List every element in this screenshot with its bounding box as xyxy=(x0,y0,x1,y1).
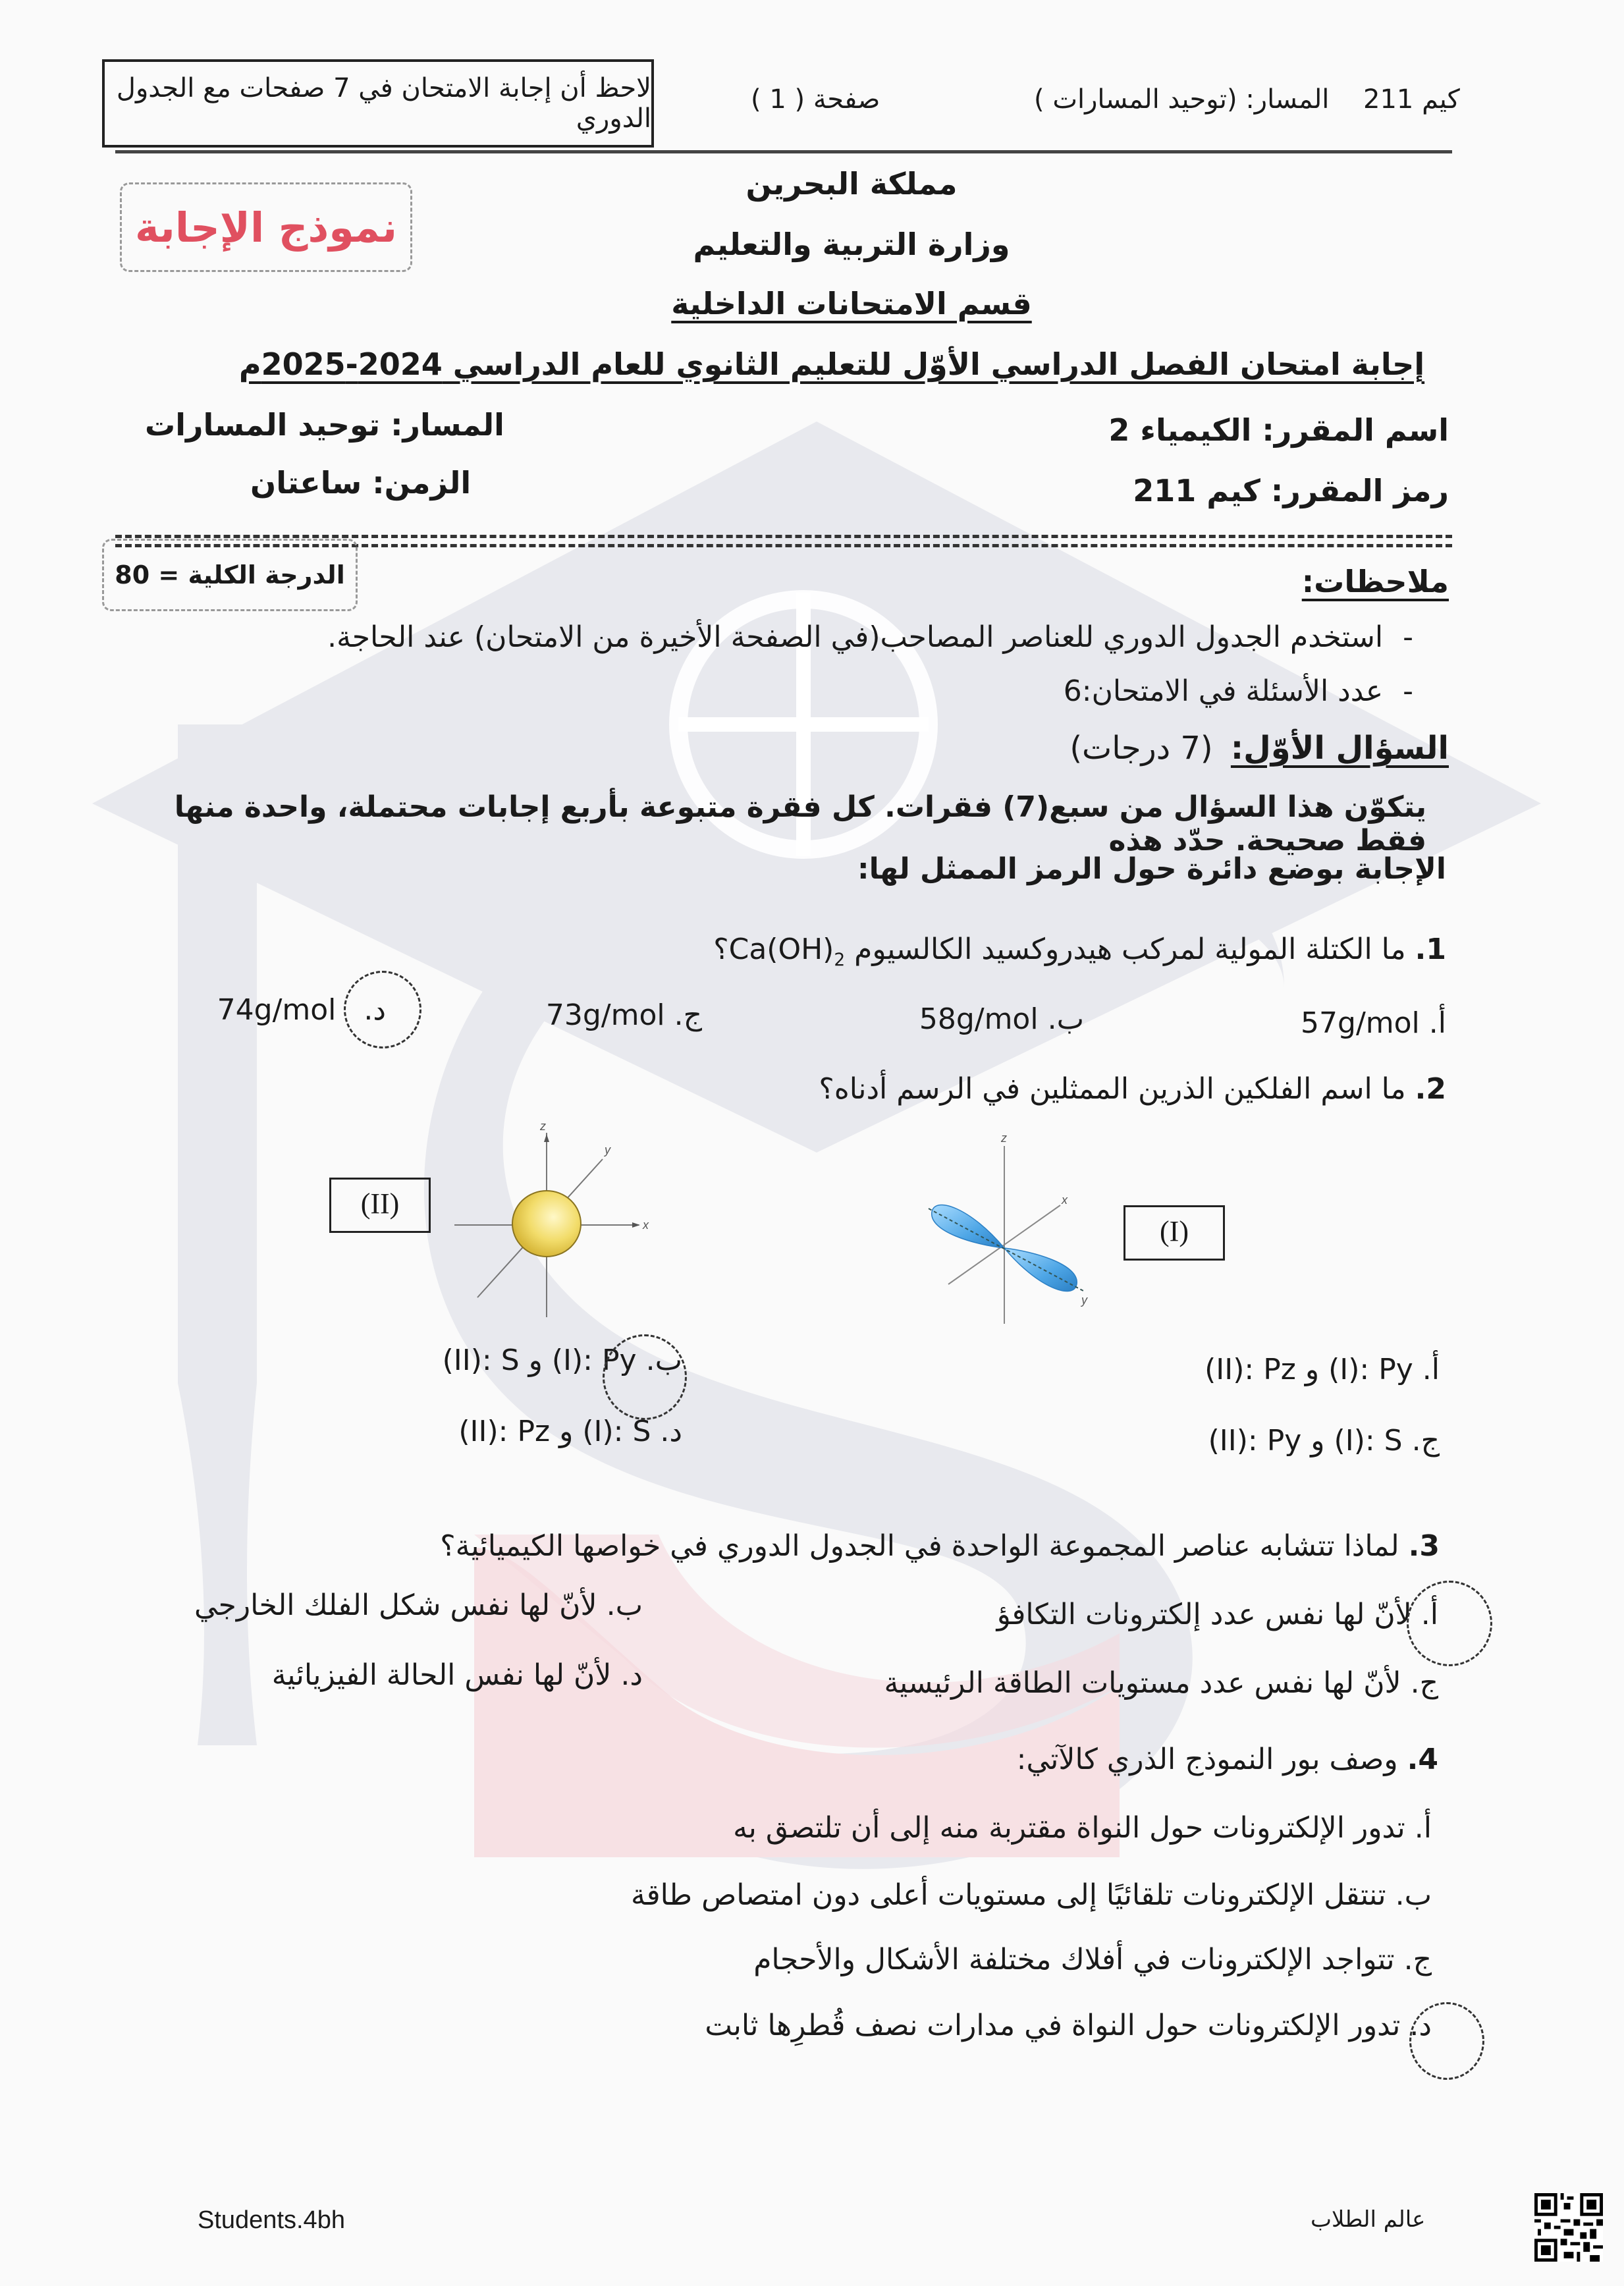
header-ministry: وزارة التربية والتعليم xyxy=(693,227,1010,262)
answer-circle-item2 xyxy=(603,1334,687,1420)
item2-option-d[interactable]: د. (I): S و (II): Pz xyxy=(458,1415,682,1448)
stamp-text: نموذج الإجابة xyxy=(134,203,398,252)
total-grade-box xyxy=(102,539,358,611)
item2-option-b[interactable]: ب. (I): Py و (II): S xyxy=(442,1344,682,1377)
question1-instructions-2: الإجابة بوضع دائرة حول الرمز الممثل لها: xyxy=(857,852,1446,886)
item1-option-c[interactable]: ج. 73g/mol xyxy=(545,998,702,1032)
item1-option-a[interactable]: أ. 57g/mol xyxy=(1301,1006,1446,1040)
item3-option-d[interactable]: د. لأنّ لها نفس الحالة الفيزيائية xyxy=(271,1658,643,1692)
item2-option-c[interactable]: ج. (I): S و (II): Py xyxy=(1208,1424,1440,1457)
question1-title: السؤال الأوّل: xyxy=(1230,730,1449,767)
header-kingdom: مملكة البحرين xyxy=(745,166,958,202)
page-number: صفحة ( 1 ) xyxy=(751,84,880,115)
item2-option-a[interactable]: أ. (I): Py و (II): Pz xyxy=(1204,1353,1440,1386)
course-track: المسار: توحيد المسارات xyxy=(145,407,504,443)
bullet-dash: - xyxy=(1403,620,1413,654)
note-item-2: -عدد الأسئلة في الامتحان:6 xyxy=(1063,674,1413,708)
item3-option-b[interactable]: ب. لأنّ لها نفس شكل الفلك الخارجي xyxy=(194,1589,643,1622)
item1-option-b[interactable]: ب. 58g/mol xyxy=(919,1002,1084,1036)
s-orbital-diagram xyxy=(448,1120,659,1324)
notice-text: لاحظ أن إجابة الامتحان في 7 صفحات مع الجدول الدوري xyxy=(116,73,651,134)
header-divider xyxy=(115,150,1452,153)
answer-circle-item4 xyxy=(1409,2002,1484,2080)
svg-text:y: y xyxy=(1081,1293,1087,1307)
course-code-header: كيم 211 xyxy=(1363,84,1460,115)
item4-option-c[interactable]: ج. تتواجد الإلكترونات في أفلاك مختلفة الأشكال والأحجام xyxy=(753,1943,1432,1976)
item4-option-a[interactable]: أ. تدور الإلكترونات حول النواة مقتربة منه إلى أن تلتصق به xyxy=(733,1811,1432,1845)
question1-heading xyxy=(1069,730,1449,767)
notice-box xyxy=(102,59,654,148)
item3-option-c[interactable]: ج. لأنّ لها نفس عدد مستويات الطاقة الرئيسية xyxy=(884,1666,1438,1700)
svg-text:y: y xyxy=(605,1143,610,1157)
qr-code-icon[interactable] xyxy=(1534,2193,1603,2262)
track-header: المسار: (توحيد المسارات ) xyxy=(1034,84,1330,115)
answer-circle-item1 xyxy=(344,971,421,1048)
svg-text:z: z xyxy=(540,1120,546,1133)
course-name: اسم المقرر: الكيمياء 2 xyxy=(1108,412,1449,448)
note-item-1: -استخدم الجدول الدوري للعناصر المصاحب(في الصفحة الأخيرة من الامتحان) عند الحاجة. xyxy=(327,620,1413,654)
svg-text:x: x xyxy=(1062,1193,1068,1207)
p-orbital-diagram xyxy=(909,1133,1126,1330)
exam-time: الزمن: ساعتان xyxy=(250,465,472,501)
formula: $Ca(OH)_2$ xyxy=(728,933,846,970)
footer-site-ar[interactable]: عالم الطلاب xyxy=(1311,2206,1426,2233)
total-grade: الدرجة الكلية = 80 xyxy=(115,560,345,589)
item1-option-d[interactable]: د. 74g/mol xyxy=(217,993,386,1027)
item4-option-b[interactable]: ب. تنتقل الإلكترونات تلقائيًا إلى مستويات أعلى دون امتصاص طاقة xyxy=(631,1878,1432,1912)
answer-circle-item3 xyxy=(1407,1581,1492,1666)
footer-site-en[interactable]: Students.4bh xyxy=(198,2206,345,2234)
item1-question: 1. ما الكتلة المولية لمركب هيدروكسيد الكالسيوم $Ca(OH)_2؟$ xyxy=(713,933,1446,970)
item4-option-d[interactable]: د. تدور الإلكترونات حول النواة في مدارات نصف قُطرِها ثابت xyxy=(705,2009,1432,2042)
bullet-dash: - xyxy=(1403,674,1413,708)
figure-label-I: (I) xyxy=(1123,1205,1225,1261)
notes-title: ملاحظات: xyxy=(1301,564,1449,599)
question1-marks: (7 درجات) xyxy=(1069,730,1213,767)
item4-question: 4. وصف بور النموذج الذري كالآتي: xyxy=(1016,1743,1438,1776)
header-department: قسم الامتحانات الداخلية xyxy=(671,286,1032,321)
course-code: رمز المقرر: كيم 211 xyxy=(1133,473,1449,508)
svg-text:z: z xyxy=(1001,1133,1007,1145)
figure-label-II: (II) xyxy=(329,1178,431,1233)
dashed-divider-1 xyxy=(115,535,1452,538)
question1-instructions-1: يتكوّن هذا السؤال من سبع(7) فقرات. كل فقرة متبوعة بأربع إجابات محتملة، واحدة منها فقط صحيحة. حدّد هذه xyxy=(174,790,1426,857)
item2-question: 2. ما اسم الفلكين الذرين الممثلين في الرسم أدناه؟ xyxy=(819,1072,1446,1106)
item3-option-a[interactable]: أ. لأنّ لها نفس عدد إلكترونات التكافؤ xyxy=(996,1598,1438,1631)
svg-text:x: x xyxy=(643,1218,649,1232)
exam-title: إجابة امتحان الفصل الدراسي الأوّل للتعليم الثانوي للعام الدراسي 2024-2025م xyxy=(238,346,1425,382)
item3-question: 3. لماذا تتشابه عناصر المجموعة الواحدة في الجدول الدوري في خواصها الكيميائية؟ xyxy=(440,1529,1440,1563)
